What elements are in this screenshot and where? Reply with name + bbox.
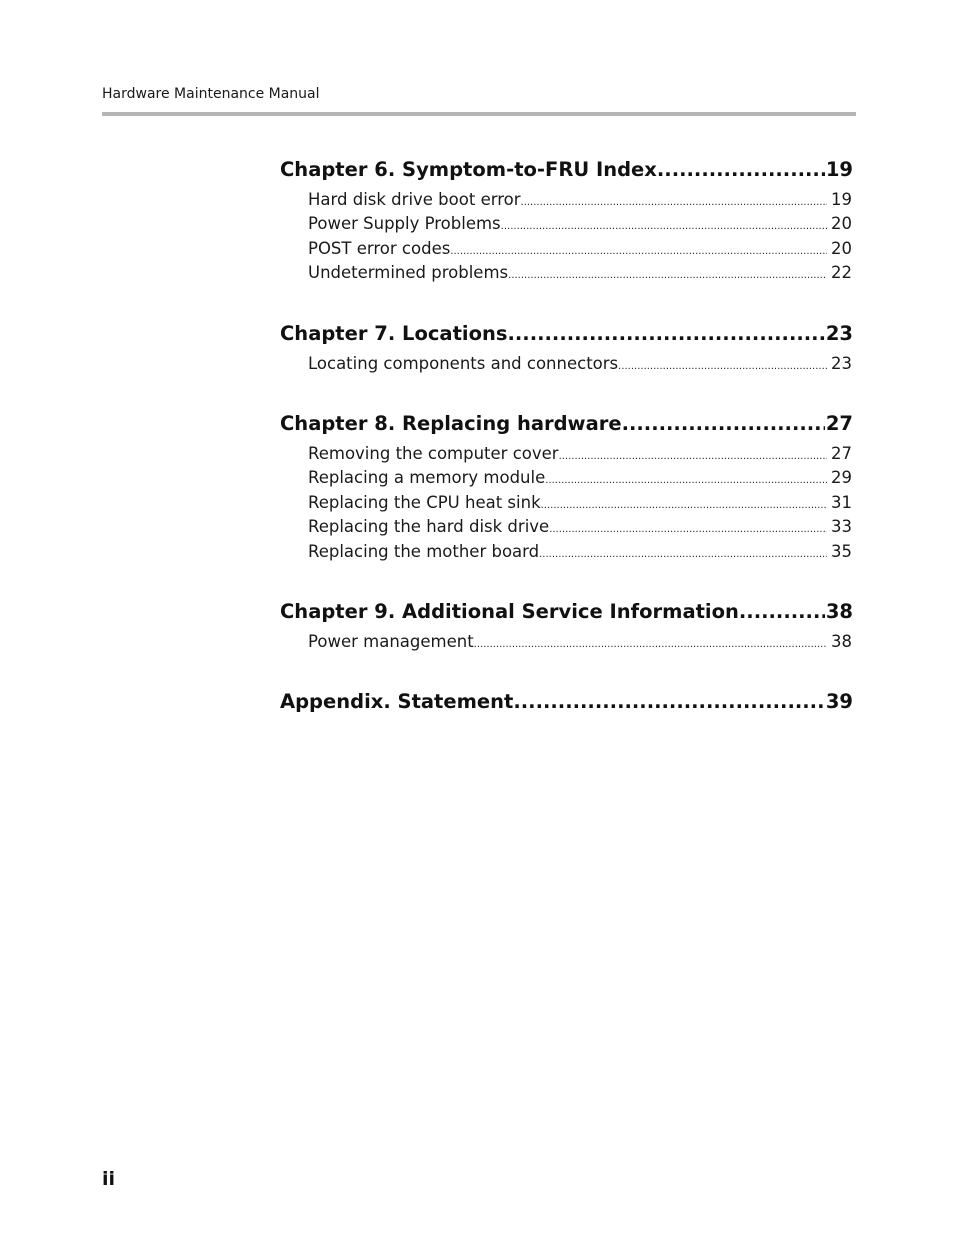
section-page-number: 29 bbox=[831, 468, 852, 488]
table-of-contents bbox=[280, 156, 853, 716]
dot-leader bbox=[657, 156, 825, 184]
section-page-number: 19 bbox=[831, 190, 852, 209]
dot-leader bbox=[513, 688, 825, 716]
toc-section-entry[interactable] bbox=[308, 261, 852, 285]
section-page-number: 23 bbox=[831, 353, 852, 373]
toc-chapter-entry[interactable] bbox=[280, 320, 853, 348]
section-page-number: 20 bbox=[831, 214, 852, 234]
toc-chapter-entry[interactable] bbox=[280, 156, 853, 184]
section-title: Replacing the CPU heat sink bbox=[308, 492, 541, 512]
section-page-number: 38 bbox=[831, 631, 852, 651]
section-title: Undetermined problems bbox=[308, 263, 509, 283]
chapter-page-number: 23 bbox=[825, 321, 853, 345]
toc-section-entry[interactable] bbox=[308, 515, 852, 539]
toc-section-entry[interactable] bbox=[308, 466, 852, 490]
section-list bbox=[308, 630, 852, 654]
toc-chapter-6 bbox=[280, 156, 853, 286]
toc-chapter-7 bbox=[280, 320, 853, 376]
section-page-number: 22 bbox=[831, 263, 852, 283]
dot-leader bbox=[541, 494, 827, 518]
dot-leader bbox=[501, 215, 827, 239]
section-page-number: 27 bbox=[831, 443, 852, 463]
toc-section-entry[interactable] bbox=[308, 352, 852, 376]
chapter-page-number: 27 bbox=[825, 411, 853, 435]
toc-chapter-entry[interactable] bbox=[280, 410, 853, 438]
dot-leader bbox=[521, 191, 827, 215]
section-title: Power Supply Problems bbox=[308, 214, 501, 234]
dot-leader bbox=[549, 518, 827, 542]
chapter-title: Chapter 8. Replacing hardware bbox=[280, 411, 622, 435]
toc-section-entry[interactable] bbox=[308, 237, 852, 261]
dot-leader bbox=[559, 445, 827, 469]
dot-leader bbox=[739, 598, 825, 626]
section-title: Replacing the hard disk drive bbox=[308, 517, 550, 537]
dot-leader bbox=[545, 469, 827, 493]
toc-chapter-9 bbox=[280, 598, 853, 654]
dot-leader bbox=[539, 543, 827, 567]
toc-section-entry[interactable] bbox=[308, 540, 852, 564]
section-title: Removing the computer cover bbox=[308, 443, 559, 463]
section-page-number: 35 bbox=[831, 541, 852, 561]
chapter-page-number: 39 bbox=[825, 690, 853, 714]
section-title: Replacing a memory module bbox=[308, 468, 546, 488]
dot-leader bbox=[507, 320, 824, 348]
section-list bbox=[308, 442, 852, 564]
toc-appendix bbox=[280, 688, 853, 716]
header-rule bbox=[102, 112, 856, 116]
page-number: ii bbox=[102, 1168, 116, 1190]
chapter-title: Chapter 6. Symptom-to-FRU Index bbox=[280, 158, 657, 181]
toc-chapter-entry[interactable] bbox=[280, 688, 853, 716]
chapter-title: Appendix. Statement bbox=[280, 690, 514, 714]
section-page-number: 31 bbox=[831, 492, 852, 512]
dot-leader bbox=[618, 355, 827, 379]
chapter-title: Chapter 9. Additional Service Information bbox=[280, 599, 739, 623]
toc-section-entry[interactable] bbox=[308, 212, 852, 236]
section-page-number: 33 bbox=[831, 517, 852, 537]
section-list bbox=[308, 188, 852, 286]
running-header: Hardware Maintenance Manual bbox=[102, 86, 320, 102]
toc-section-entry[interactable] bbox=[308, 630, 852, 654]
section-list bbox=[308, 352, 852, 376]
toc-chapter-8 bbox=[280, 410, 853, 564]
section-page-number: 20 bbox=[831, 238, 852, 258]
toc-chapter-entry[interactable] bbox=[280, 598, 853, 626]
chapter-title: Chapter 7. Locations bbox=[280, 321, 508, 345]
section-title: Replacing the mother board bbox=[308, 541, 540, 561]
chapter-page-number: 38 bbox=[825, 599, 853, 623]
toc-section-entry[interactable] bbox=[308, 442, 852, 466]
section-title: Hard disk drive boot error bbox=[308, 190, 521, 209]
dot-leader bbox=[474, 633, 827, 657]
section-title: POST error codes bbox=[308, 238, 451, 258]
toc-section-entry[interactable] bbox=[308, 188, 852, 212]
section-title: Power management bbox=[308, 631, 474, 651]
toc-section-entry[interactable] bbox=[308, 491, 852, 515]
chapter-page-number: 19 bbox=[825, 158, 853, 181]
dot-leader bbox=[622, 410, 825, 438]
dot-leader bbox=[508, 264, 827, 288]
section-title: Locating components and connectors bbox=[308, 353, 619, 373]
